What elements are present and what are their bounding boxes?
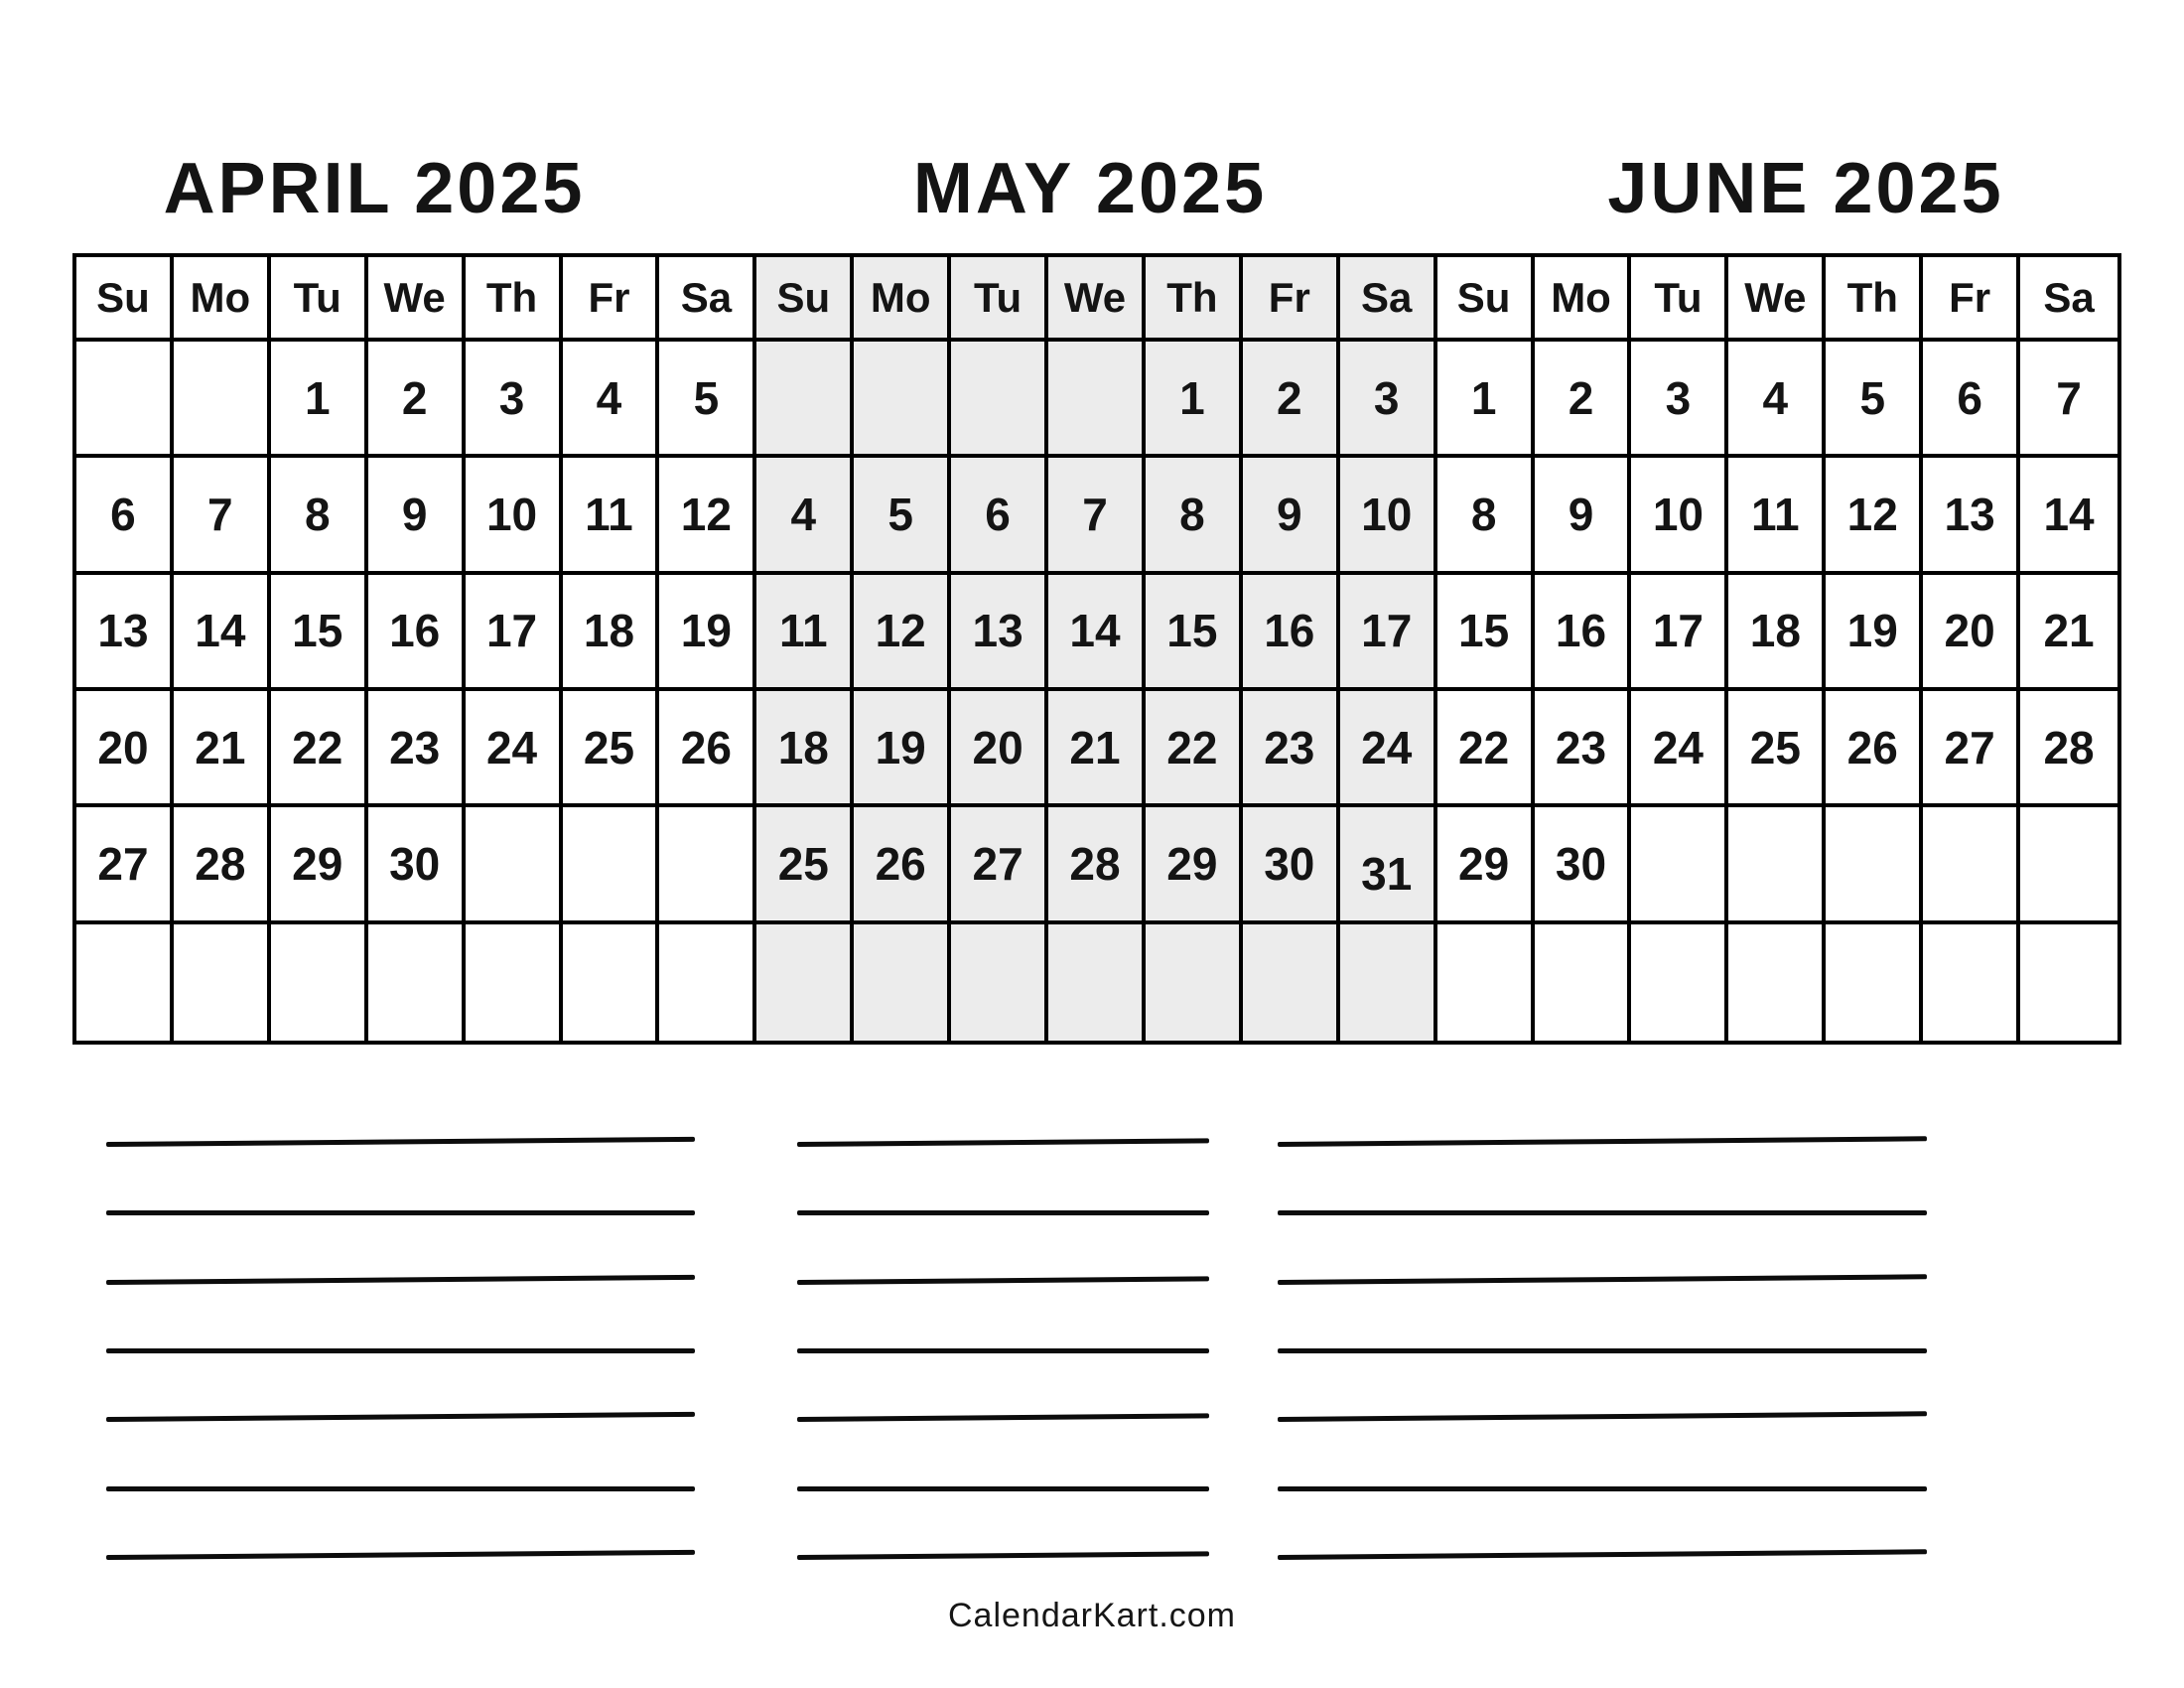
- day-cell: 2: [368, 342, 466, 458]
- note-line: [797, 1138, 1209, 1147]
- weekday-header: Fr: [1243, 257, 1340, 342]
- empty-cell: [466, 924, 563, 1041]
- day-cell: 8: [1437, 458, 1535, 574]
- day-cell: 22: [1437, 691, 1535, 807]
- note-line: [1278, 1486, 1927, 1491]
- empty-cell: [466, 807, 563, 923]
- weekday-header: Mo: [1535, 257, 1632, 342]
- empty-cell: [1535, 924, 1632, 1041]
- day-cell: 9: [368, 458, 466, 574]
- day-cell: 8: [1146, 458, 1243, 574]
- day-cell: 19: [1826, 575, 1923, 691]
- empty-cell: [756, 342, 854, 458]
- weekday-header: Th: [1826, 257, 1923, 342]
- day-cell: 6: [1923, 342, 2020, 458]
- note-line: [797, 1210, 1209, 1215]
- day-cell: 31: [1340, 807, 1437, 923]
- day-cell: 4: [563, 342, 660, 458]
- day-cell: 19: [854, 691, 951, 807]
- day-cell: 10: [1631, 458, 1728, 574]
- weekday-header: Th: [1146, 257, 1243, 342]
- note-line: [1278, 1348, 1927, 1353]
- day-cell: 25: [756, 807, 854, 923]
- note-line: [106, 1348, 695, 1353]
- day-cell: 13: [76, 575, 174, 691]
- empty-cell: [1048, 924, 1146, 1041]
- day-cell: 15: [1437, 575, 1535, 691]
- day-cell: 24: [466, 691, 563, 807]
- day-cell: 27: [76, 807, 174, 923]
- day-cell: 20: [1923, 575, 2020, 691]
- empty-cell: [174, 342, 271, 458]
- day-cell: 9: [1535, 458, 1632, 574]
- note-line: [797, 1486, 1209, 1491]
- day-cell: 30: [1535, 807, 1632, 923]
- empty-cell: [2020, 924, 2117, 1041]
- day-cell: 14: [2020, 458, 2117, 574]
- day-cell: 29: [271, 807, 368, 923]
- note-line: [797, 1348, 1209, 1353]
- day-cell: 12: [854, 575, 951, 691]
- day-cell: 13: [951, 575, 1048, 691]
- note-line: [1278, 1274, 1927, 1285]
- empty-cell: [1631, 924, 1728, 1041]
- empty-cell: [1146, 924, 1243, 1041]
- weekday-header: Tu: [1631, 257, 1728, 342]
- empty-cell: [1826, 807, 1923, 923]
- day-cell: 3: [466, 342, 563, 458]
- empty-cell: [1923, 924, 2020, 1041]
- day-cell: 13: [1923, 458, 2020, 574]
- day-cell: 25: [1728, 691, 1826, 807]
- day-cell: 23: [368, 691, 466, 807]
- day-cell: 4: [756, 458, 854, 574]
- weekday-header: Fr: [563, 257, 660, 342]
- day-cell: 4: [1728, 342, 1826, 458]
- day-cell: 14: [1048, 575, 1146, 691]
- note-line: [106, 1210, 695, 1215]
- empty-cell: [1048, 342, 1146, 458]
- day-cell: 5: [659, 342, 756, 458]
- weekday-header: We: [1728, 257, 1826, 342]
- day-cell: 30: [368, 807, 466, 923]
- note-line: [106, 1137, 695, 1147]
- day-cell: 12: [659, 458, 756, 574]
- weekday-header: Sa: [659, 257, 756, 342]
- empty-cell: [951, 924, 1048, 1041]
- empty-cell: [659, 807, 756, 923]
- day-cell: 3: [1631, 342, 1728, 458]
- day-cell: 1: [1146, 342, 1243, 458]
- day-cell: 19: [659, 575, 756, 691]
- day-cell: 15: [271, 575, 368, 691]
- day-cell: 30: [1243, 807, 1340, 923]
- weekday-header: We: [368, 257, 466, 342]
- note-line: [1278, 1210, 1927, 1215]
- day-cell: 29: [1146, 807, 1243, 923]
- day-cell: 28: [1048, 807, 1146, 923]
- empty-cell: [1340, 924, 1437, 1041]
- empty-cell: [2020, 807, 2117, 923]
- day-cell: 10: [1340, 458, 1437, 574]
- weekday-header: Su: [756, 257, 854, 342]
- note-line: [797, 1414, 1209, 1423]
- month-title-may: MAY 2025: [912, 149, 1268, 228]
- footer-brand: CalendarKart.com: [947, 1597, 1236, 1634]
- weekday-header: Th: [466, 257, 563, 342]
- empty-cell: [756, 924, 854, 1041]
- day-cell: 15: [1146, 575, 1243, 691]
- day-cell: 11: [1728, 458, 1826, 574]
- day-cell: 6: [951, 458, 1048, 574]
- weekday-header: We: [1048, 257, 1146, 342]
- day-cell: 26: [854, 807, 951, 923]
- weekday-header: Sa: [1340, 257, 1437, 342]
- day-cell: 29: [1437, 807, 1535, 923]
- day-cell: 23: [1243, 691, 1340, 807]
- weekday-header: Sa: [2020, 257, 2117, 342]
- day-cell: 8: [271, 458, 368, 574]
- day-cell: 18: [756, 691, 854, 807]
- empty-cell: [563, 807, 660, 923]
- note-line: [1278, 1549, 1927, 1560]
- weekday-header: Mo: [854, 257, 951, 342]
- empty-cell: [1728, 924, 1826, 1041]
- weekday-header: Tu: [951, 257, 1048, 342]
- note-line: [797, 1551, 1209, 1560]
- weekday-header: Fr: [1923, 257, 2020, 342]
- day-cell: 5: [854, 458, 951, 574]
- day-cell: 26: [1826, 691, 1923, 807]
- day-cell: 18: [563, 575, 660, 691]
- day-cell: 20: [951, 691, 1048, 807]
- empty-cell: [659, 924, 756, 1041]
- day-cell: 1: [1437, 342, 1535, 458]
- day-cell: 1: [271, 342, 368, 458]
- empty-cell: [854, 924, 951, 1041]
- day-cell: 23: [1535, 691, 1632, 807]
- empty-cell: [1243, 924, 1340, 1041]
- weekday-header: Mo: [174, 257, 271, 342]
- day-cell: 14: [174, 575, 271, 691]
- day-cell: 27: [1923, 691, 2020, 807]
- day-cell: 11: [756, 575, 854, 691]
- day-cell: 7: [174, 458, 271, 574]
- day-cell: 7: [1048, 458, 1146, 574]
- day-cell: 12: [1826, 458, 1923, 574]
- day-cell: 6: [76, 458, 174, 574]
- empty-cell: [368, 924, 466, 1041]
- note-line: [106, 1550, 695, 1560]
- empty-cell: [563, 924, 660, 1041]
- note-line: [797, 1276, 1209, 1285]
- day-cell: 25: [563, 691, 660, 807]
- day-cell: 17: [1631, 575, 1728, 691]
- day-cell: 27: [951, 807, 1048, 923]
- day-cell: 28: [174, 807, 271, 923]
- note-line: [1278, 1136, 1927, 1147]
- empty-cell: [76, 924, 174, 1041]
- day-cell: 20: [76, 691, 174, 807]
- day-cell: 28: [2020, 691, 2117, 807]
- day-cell: 7: [2020, 342, 2117, 458]
- day-cell: 21: [2020, 575, 2117, 691]
- day-cell: 22: [1146, 691, 1243, 807]
- weekday-header: Tu: [271, 257, 368, 342]
- day-cell: 2: [1243, 342, 1340, 458]
- day-cell: 16: [1243, 575, 1340, 691]
- empty-cell: [1437, 924, 1535, 1041]
- day-cell: 21: [1048, 691, 1146, 807]
- day-cell: 5: [1826, 342, 1923, 458]
- day-cell: 18: [1728, 575, 1826, 691]
- empty-cell: [1923, 807, 2020, 923]
- note-line: [106, 1486, 695, 1491]
- month-title-april: APRIL 2025: [163, 149, 586, 228]
- day-cell: 16: [1535, 575, 1632, 691]
- empty-cell: [854, 342, 951, 458]
- empty-cell: [271, 924, 368, 1041]
- note-line: [106, 1412, 695, 1422]
- empty-cell: [1728, 807, 1826, 923]
- note-line: [106, 1274, 695, 1284]
- weekday-header: Su: [76, 257, 174, 342]
- day-cell: 17: [466, 575, 563, 691]
- day-cell: 11: [563, 458, 660, 574]
- day-cell: 9: [1243, 458, 1340, 574]
- day-cell: 24: [1631, 691, 1728, 807]
- day-cell: 26: [659, 691, 756, 807]
- day-cell: 3: [1340, 342, 1437, 458]
- day-cell: 16: [368, 575, 466, 691]
- calendar-grid: [72, 253, 2121, 1045]
- empty-cell: [951, 342, 1048, 458]
- day-cell: 10: [466, 458, 563, 574]
- weekday-header: Su: [1437, 257, 1535, 342]
- day-cell: 2: [1535, 342, 1632, 458]
- day-cell: 21: [174, 691, 271, 807]
- empty-cell: [1826, 924, 1923, 1041]
- month-title-june: JUNE 2025: [1607, 149, 2004, 228]
- empty-cell: [174, 924, 271, 1041]
- day-cell: 22: [271, 691, 368, 807]
- empty-cell: [76, 342, 174, 458]
- day-cell: 24: [1340, 691, 1437, 807]
- empty-cell: [1631, 807, 1728, 923]
- note-line: [1278, 1411, 1927, 1422]
- day-cell: 17: [1340, 575, 1437, 691]
